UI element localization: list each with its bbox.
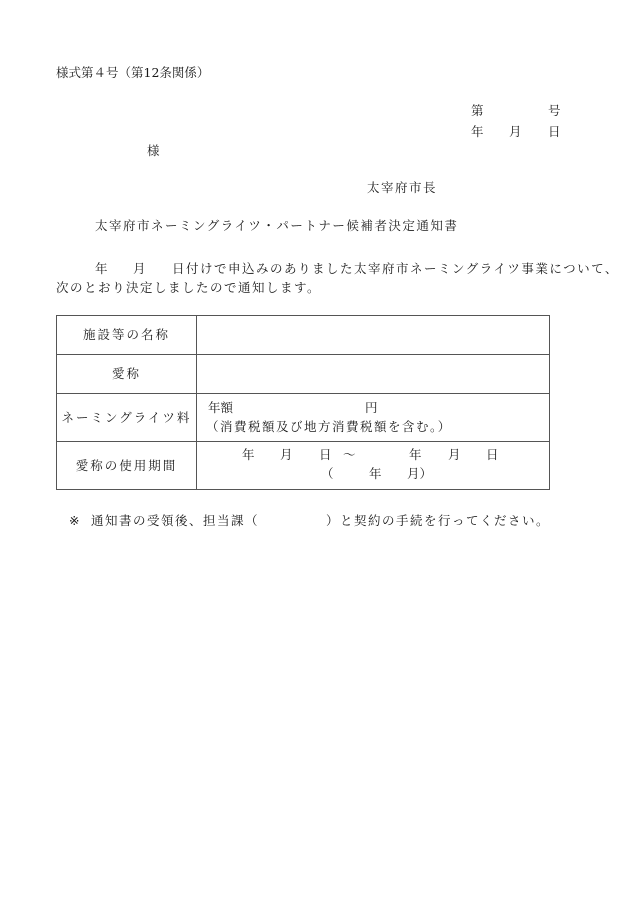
period-end-month: 月	[448, 447, 461, 462]
fee-annual-label: 年額	[208, 400, 234, 415]
period-end-day: 日	[486, 447, 499, 462]
period-tilde: ～	[343, 447, 356, 462]
table-row	[57, 394, 550, 442]
period-start-year: 年	[242, 447, 255, 462]
table-row	[57, 355, 550, 394]
label-usage-period: 愛称の使用期間	[57, 442, 197, 490]
note-text-a: 通知書の受領後、担当課（	[91, 513, 260, 528]
label-naming-rights-fee: ネーミングライツ料	[57, 394, 197, 442]
fee-yen-label: 円	[365, 400, 378, 415]
label-nickname: 愛称	[57, 355, 197, 394]
note-mark: ※	[69, 513, 80, 528]
doc-number-suffix: 号	[548, 103, 561, 118]
fee-tax-note: （消費税額及び地方消費税額を含む。）	[206, 419, 452, 434]
period-duration-year: 年	[369, 466, 382, 481]
body-line2: 次のとおり決定しましたので通知します。	[56, 280, 322, 295]
issuer: 太宰府市長	[367, 180, 438, 195]
body-year: 年	[95, 261, 108, 276]
period-end-year: 年	[409, 447, 422, 462]
decision-table	[56, 315, 550, 490]
period-start-month: 月	[280, 447, 293, 462]
value-usage-period[interactable]	[197, 442, 550, 490]
document-title: 太宰府市ネーミングライツ・パートナー候補者決定通知書	[95, 218, 459, 233]
period-duration-month: 月）	[407, 466, 433, 481]
doc-date-month: 月	[509, 124, 522, 139]
body-month: 月	[133, 261, 146, 276]
note-text-b: ）と契約の手続を行ってください。	[326, 513, 551, 528]
form-number: 様式第４号（第12条関係）	[56, 65, 210, 80]
value-facility-name[interactable]	[197, 316, 550, 355]
value-nickname[interactable]	[197, 355, 550, 394]
period-duration-open: （	[321, 466, 334, 481]
value-naming-rights-fee[interactable]	[197, 394, 550, 442]
period-start-day: 日	[319, 447, 332, 462]
body-line1: 日付けで申込みのありました太宰府市ネーミングライツ事業について、	[172, 261, 619, 276]
label-facility-name: 施設等の名称	[57, 316, 197, 355]
table-row	[57, 316, 550, 355]
doc-date-day: 日	[548, 124, 561, 139]
table-row	[57, 442, 550, 490]
doc-number-prefix: 第	[471, 103, 484, 118]
doc-date-year: 年	[471, 124, 484, 139]
addressee-suffix: 様	[147, 143, 160, 158]
